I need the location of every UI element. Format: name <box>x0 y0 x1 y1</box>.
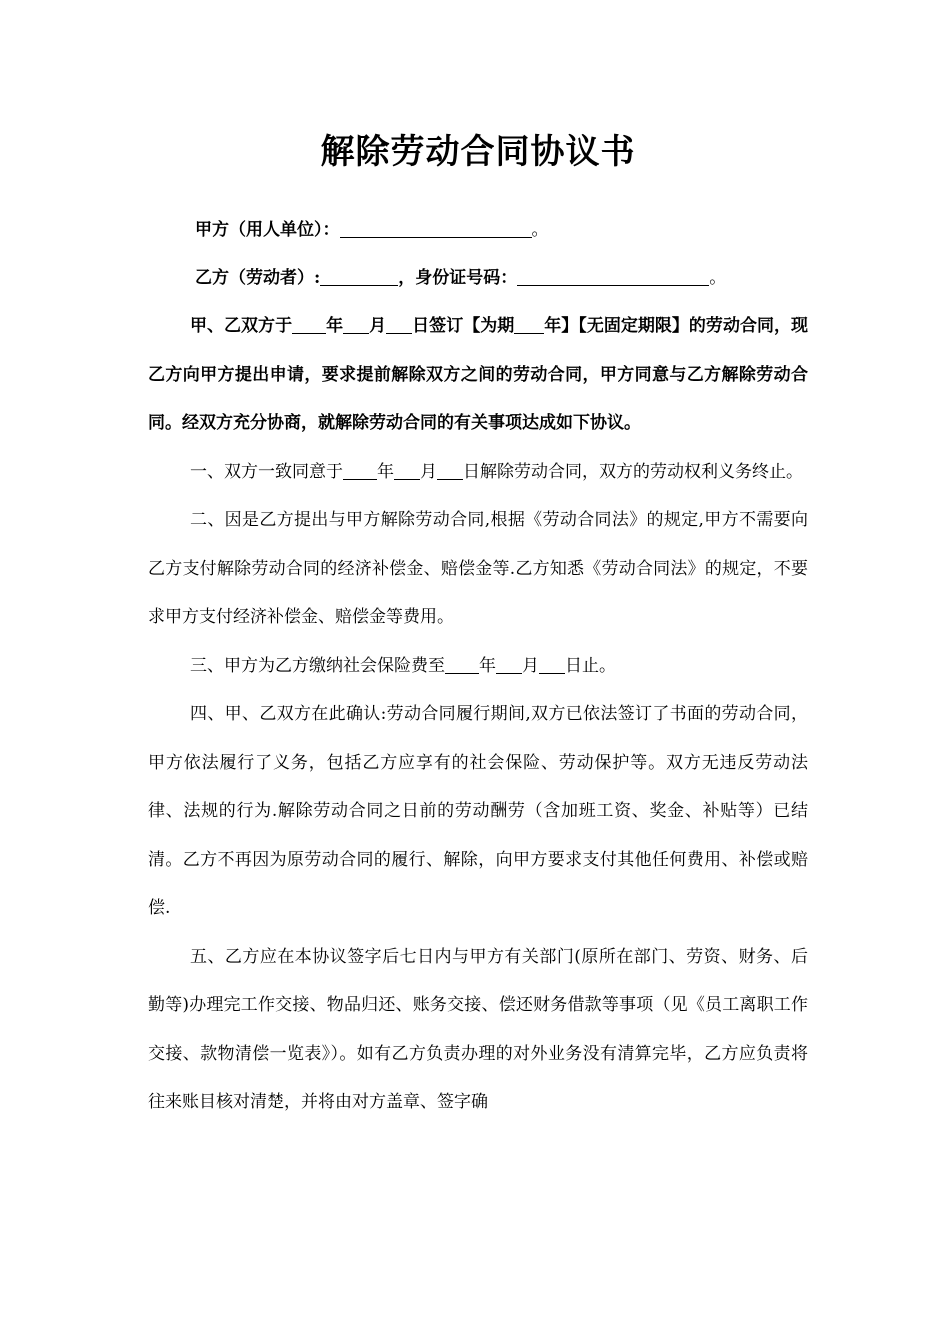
clause3-month-blank <box>496 655 522 674</box>
party-b-name-blank <box>320 267 398 286</box>
party-b-line <box>148 254 808 302</box>
document-page <box>148 128 808 1127</box>
document-title: 解除劳动合同协议书 <box>320 132 636 172</box>
clause-1: 一、双方一致同意于 年 月 日解除劳动合同，双方的劳动权利义务终止。 <box>190 461 803 482</box>
clause1-year-blank <box>343 461 377 480</box>
clause-4: 四、甲、乙双方在此确认:劳动合同履行期间,双方已依法签订了书面的劳动合同，甲方依法履行了义务，包括乙方应享有的社会保险、劳动保护等。双方无违反劳动法律、法规的行为.解除劳动合同之日前的劳动酬劳（含加班工资、奖金、补贴等）已结清。乙方不再因为原劳动合同的履行、解除，向甲方要求支付其他任何费用、补偿或赔偿. <box>148 704 808 918</box>
clause1-month-blank <box>394 461 420 480</box>
party-b-id-label: ，身份证号码： <box>398 268 518 288</box>
intro-day-blank <box>386 315 412 334</box>
clause-5: 五、乙方应在本协议签字后七日内与甲方有关部门(原所在部门、劳资、财务、后勤等)办理完工作交接、物品归还、账务交接、偿还财务借款等事项（见《员工离职工作交接、款物清偿一览表》）。如有乙方负责办理的对外业务没有清算完毕，乙方应负责将往来账目核对清楚，并将由对方盖章、签字确 <box>148 946 808 1112</box>
intro-paragraph: 甲、乙双方于 年 月 日签订【为期 年】【无固定期限】的劳动合同，现乙方向甲方提出申请，要求提前解除双方之间的劳动合同，甲方同意与乙方解除劳动合同。经双方充分协商，就解除劳动合同的有关事项达成如下协议。 <box>148 316 809 433</box>
clause-3: 三、甲方为乙方缴纳社会保险费至 年 月 日止。 <box>190 655 616 676</box>
party-b-label: 乙方（劳动者）: <box>195 268 321 288</box>
party-a-blank <box>340 219 532 238</box>
party-a-end: 。 <box>531 220 549 240</box>
clause3-year-blank <box>445 655 479 674</box>
clause1-day-blank <box>437 461 463 480</box>
party-b-id-blank <box>517 267 709 286</box>
clause3-day-blank <box>539 655 565 674</box>
party-a-label: 甲方（用人单位）： <box>195 220 340 240</box>
intro-month-blank <box>343 315 369 334</box>
party-b-end: 。 <box>709 268 727 288</box>
clause-2: 二、因是乙方提出与甲方解除劳动合同,根据《劳动合同法》的规定,甲方不需要向乙方支付解除劳动合同的经济补偿金、赔偿金等.乙方知悉《劳动合同法》的规定，不要求甲方支付经济补偿金、赔偿金等费用。 <box>148 510 808 627</box>
intro-term-blank <box>514 315 544 334</box>
intro-year-blank <box>292 315 326 334</box>
party-a-line <box>148 206 808 254</box>
